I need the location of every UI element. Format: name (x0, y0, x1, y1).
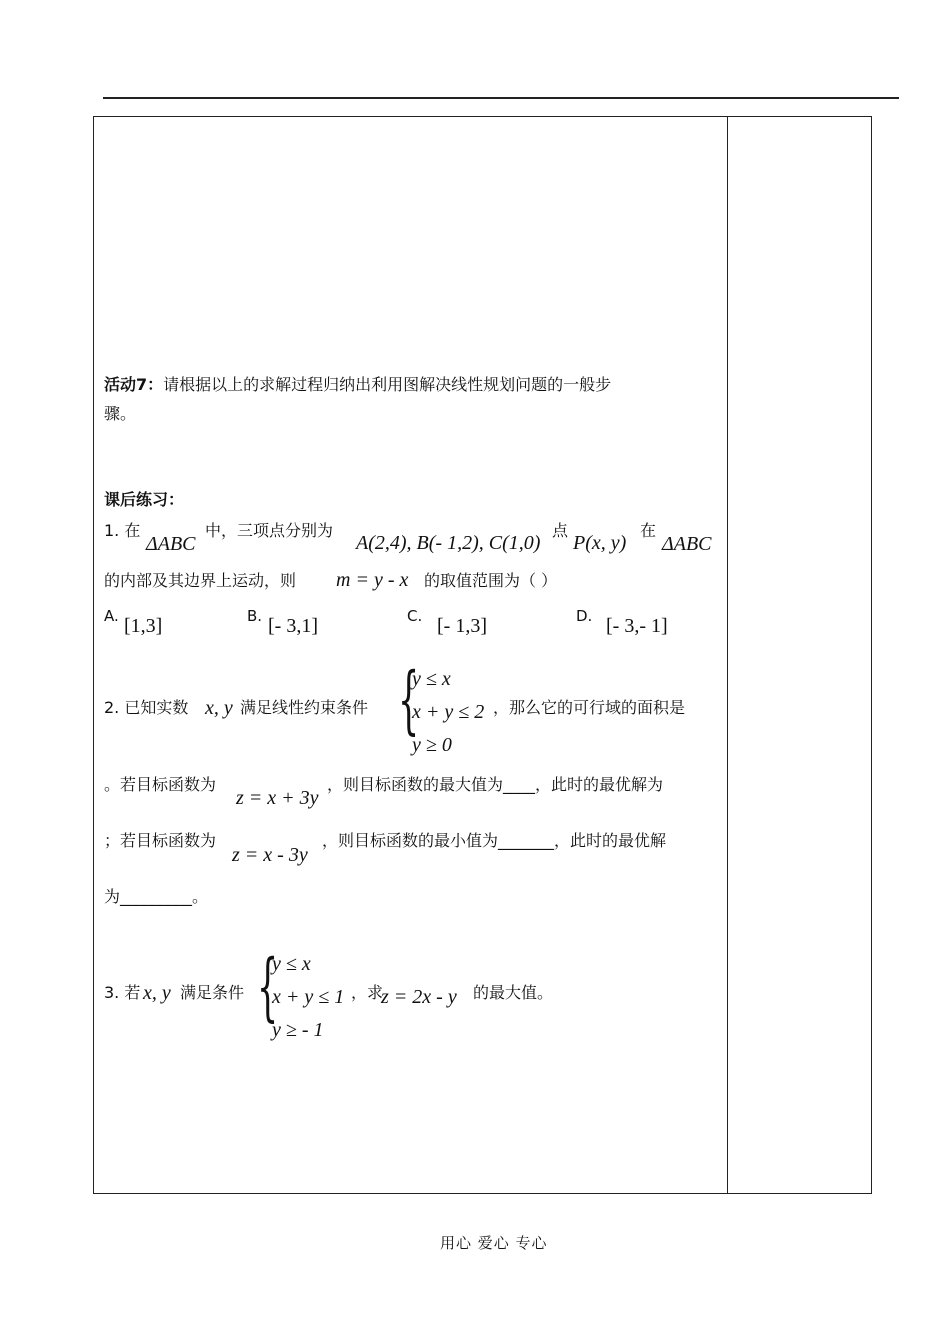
q1-option-d-label: D. (576, 607, 593, 625)
q2-prefix: 2. 已知实数 (104, 698, 189, 717)
activity7-line1 (104, 377, 611, 393)
q2-constraint-2: x + y ≤ 2 (412, 701, 485, 723)
activity7-line2: 骤。 (104, 404, 137, 423)
column-divider (727, 116, 728, 1194)
q3-condition-text: 满足条件 (180, 983, 245, 1002)
q3-objective: z = 2x - y (381, 986, 457, 1008)
q1-option-c-label: C. (407, 607, 423, 625)
q3-prefix: 3. 若 (104, 983, 141, 1002)
q3-constraint-2: x + y ≤ 1 (272, 986, 345, 1008)
q2-constraint-3: y ≥ 0 (412, 734, 452, 756)
q2-vars: x, y (205, 697, 233, 719)
q1-points: A(2,4), B(- 1,2), C(1,0) (356, 532, 541, 554)
q1-option-a-value: [1,3] (124, 615, 163, 637)
q3-constraint-3: y ≥ - 1 (272, 1019, 324, 1041)
q1-triangle-2: ΔABC (662, 533, 712, 555)
homework-title: 课后练习： (104, 490, 185, 509)
q1-in-word: 在 (640, 521, 657, 540)
q2-line3a: ；若目标函数为 (104, 831, 217, 850)
q2-line3b: ，则目标函数的最小值为_______，此时的最优解 (322, 831, 667, 850)
table-frame (93, 116, 872, 1194)
q3-brace: { (257, 944, 279, 1030)
q1-option-a-label: A. (104, 607, 119, 625)
activity7-text: 请根据以上的求解过程归纳出利用图解决线性规划问题的一般步 (163, 375, 612, 394)
page-footer: 用心 爱心 专心 (440, 1234, 548, 1252)
q3-seek-text: ，求 (351, 983, 384, 1002)
q2-objective-2: z = x - 3y (232, 844, 308, 866)
q3-vars: x, y (143, 982, 171, 1004)
q2-brace: { (398, 657, 420, 743)
header-rule (103, 97, 899, 99)
q2-line2a: 。若目标函数为 (104, 775, 217, 794)
q2-constraint-text: 满足线性约束条件 (240, 698, 369, 717)
q1-line2a: 的内部及其边界上运动，则 (104, 571, 297, 590)
q1-expression: m = y - x (336, 569, 409, 591)
q1-option-c-value: [- 1,3] (437, 615, 487, 637)
q2-constraint-1: y ≤ x (412, 668, 451, 690)
q2-line2b: ，则目标函数的最大值为____，此时的最优解为 (327, 775, 664, 794)
q1-point-p: P(x, y) (573, 532, 627, 554)
q3-constraint-1: y ≤ x (272, 953, 311, 975)
q1-option-d-value: [- 3,- 1] (606, 615, 668, 637)
q1-vertices-text: 中，三项点分别为 (205, 521, 334, 540)
q2-objective-1: z = x + 3y (236, 787, 319, 809)
activity7-label: 活动7： (104, 375, 164, 394)
q2-area-text: ，那么它的可行域的面积是 (493, 698, 686, 717)
q2-line4: 为_________。 (104, 887, 209, 906)
q1-prefix: 1. 在 (104, 521, 141, 540)
q1-option-b-label: B. (247, 607, 263, 625)
q3-suffix: 的最大值。 (473, 983, 554, 1002)
q1-point-word: 点 (552, 521, 569, 540)
q1-triangle-1: ΔABC (146, 533, 196, 555)
q1-line2b: 的取值范围为（ ） (424, 571, 558, 590)
q1-option-b-value: [- 3,1] (268, 615, 318, 637)
